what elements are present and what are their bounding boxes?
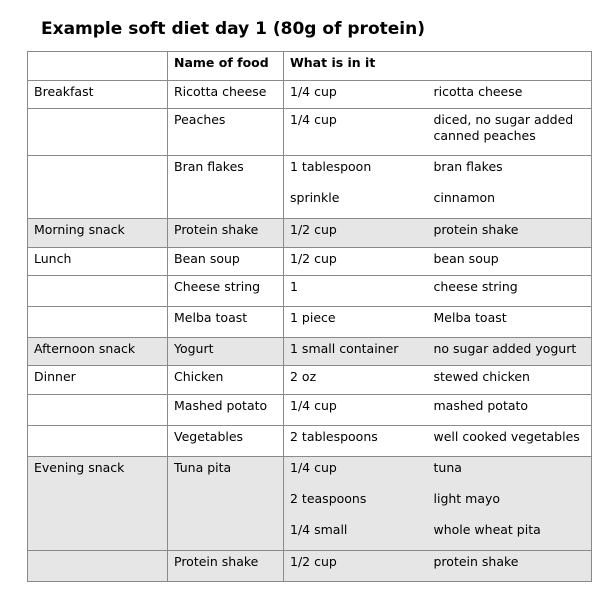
amount-cell [284, 551, 428, 582]
header-meal [28, 52, 168, 81]
amount-cell [284, 395, 428, 426]
amount-text: 1/2 cup [290, 554, 337, 569]
description-text: mashed potato [433, 398, 529, 413]
amount-text: 1/4 small [290, 522, 348, 537]
table-row [28, 156, 592, 219]
table-row [28, 276, 592, 307]
description-text: no sugar added yogurt [433, 341, 577, 356]
description-cell [428, 276, 592, 307]
amount-text: 1/4 cup [290, 460, 337, 475]
description-cell [428, 457, 592, 551]
amount-text: 1 small container [290, 341, 399, 356]
description-cell [428, 426, 592, 457]
amount-cell [284, 338, 428, 366]
food-cell: Protein shake [168, 219, 284, 248]
meal-cell: Evening snack [28, 457, 168, 551]
description-text: bran flakes [433, 159, 503, 174]
meal-cell [28, 551, 168, 582]
amount-cell [284, 219, 428, 248]
meal-cell [28, 395, 168, 426]
meal-cell: Breakfast [28, 81, 168, 109]
table-row [28, 366, 592, 395]
amount-text: 1 [290, 279, 298, 294]
amount-cell [284, 109, 428, 156]
amount-text: 2 teaspoons [290, 491, 367, 506]
description-text: protein shake [433, 222, 519, 237]
food-cell: Bean soup [168, 248, 284, 276]
amount-cell [284, 81, 428, 109]
amount-text: 2 tablespoons [290, 429, 378, 444]
food-cell: Melba toast [168, 307, 284, 338]
table-row [28, 551, 592, 582]
header-row [28, 52, 592, 81]
amount-cell [284, 276, 428, 307]
description-cell [428, 156, 592, 219]
description-cell [428, 307, 592, 338]
description-text: stewed chicken [433, 369, 530, 384]
amount-cell [284, 248, 428, 276]
meal-cell [28, 109, 168, 156]
amount-text: 1/4 cup [290, 84, 337, 99]
amount-text: 1/4 cup [290, 398, 337, 413]
meal-cell: Morning snack [28, 219, 168, 248]
amount-text: 1/4 cup [290, 112, 337, 127]
description-text: whole wheat pita [433, 522, 541, 537]
meal-cell [28, 426, 168, 457]
table-row [28, 395, 592, 426]
amount-cell [284, 156, 428, 219]
table-row [28, 457, 592, 551]
description-cell [428, 395, 592, 426]
table-row [28, 338, 592, 366]
food-cell: Mashed potato [168, 395, 284, 426]
diet-table [27, 51, 592, 582]
amount-text: 2 oz [290, 369, 317, 384]
amount-cell [284, 366, 428, 395]
description-cell [428, 551, 592, 582]
food-cell: Bran flakes [168, 156, 284, 219]
description-cell [428, 81, 592, 109]
description-cell [428, 109, 592, 156]
description-text: bean soup [433, 251, 499, 266]
description-text: light mayo [433, 491, 501, 506]
description-text: protein shake [433, 554, 519, 569]
page-title: Example soft diet day 1 (80g of protein) [41, 19, 425, 39]
amount-text: sprinkle [290, 190, 340, 205]
description-text: well cooked vegetables [433, 429, 580, 444]
meal-cell: Afternoon snack [28, 338, 168, 366]
description-text: diced, no sugar added canned peaches [433, 112, 574, 143]
meal-cell: Lunch [28, 248, 168, 276]
food-cell: Chicken [168, 366, 284, 395]
amount-cell [284, 426, 428, 457]
description-text: cinnamon [433, 190, 496, 205]
description-text: cheese string [433, 279, 518, 294]
description-cell [428, 366, 592, 395]
header-desc [428, 52, 592, 81]
food-cell: Vegetables [168, 426, 284, 457]
food-cell: Protein shake [168, 551, 284, 582]
table-row [28, 219, 592, 248]
header-food: Name of food [168, 52, 284, 81]
description-cell [428, 219, 592, 248]
description-cell [428, 338, 592, 366]
table-row [28, 426, 592, 457]
meal-cell [28, 276, 168, 307]
food-cell: Tuna pita [168, 457, 284, 551]
header-what: What is in it [284, 52, 428, 81]
table-row [28, 248, 592, 276]
description-cell [428, 248, 592, 276]
amount-text: 1/2 cup [290, 251, 337, 266]
amount-text: 1/2 cup [290, 222, 337, 237]
food-cell: Peaches [168, 109, 284, 156]
description-text: Melba toast [433, 310, 507, 325]
food-cell: Ricotta cheese [168, 81, 284, 109]
amount-text: 1 tablespoon [290, 159, 372, 174]
food-cell: Cheese string [168, 276, 284, 307]
description-text: ricotta cheese [433, 84, 523, 99]
amount-cell [284, 307, 428, 338]
table-row [28, 81, 592, 109]
meal-cell [28, 156, 168, 219]
table-row [28, 307, 592, 338]
description-text: tuna [433, 460, 462, 475]
table-row [28, 109, 592, 156]
meal-cell [28, 307, 168, 338]
meal-cell: Dinner [28, 366, 168, 395]
food-cell: Yogurt [168, 338, 284, 366]
amount-text: 1 piece [290, 310, 336, 325]
amount-cell [284, 457, 428, 551]
